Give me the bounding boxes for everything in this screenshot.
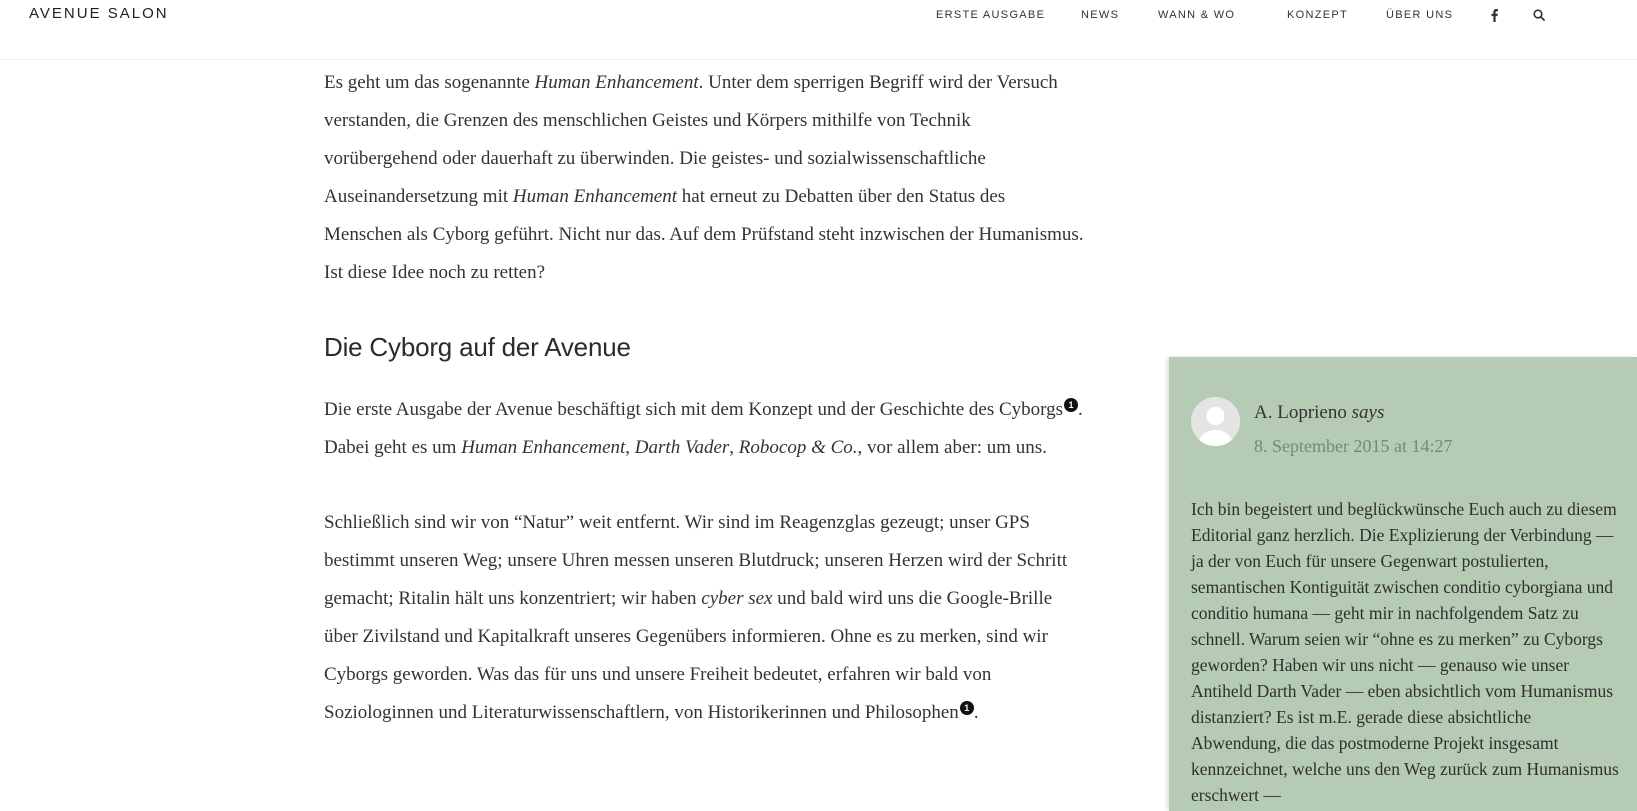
nav-wann-wo[interactable]: WANN & WO bbox=[1158, 9, 1236, 21]
section-heading: Die Cyborg auf der Avenue bbox=[324, 332, 631, 362]
nav-news[interactable]: NEWS bbox=[1081, 9, 1120, 21]
nav-konzept[interactable]: KONZEPT bbox=[1287, 9, 1349, 21]
comment-author-name: A. Loprieno bbox=[1254, 402, 1347, 423]
site-header bbox=[0, 0, 1637, 60]
footnote-marker[interactable]: 1 bbox=[1064, 398, 1078, 412]
search-icon[interactable] bbox=[1532, 8, 1546, 22]
nav-erste-ausgabe[interactable]: ERSTE AUSGABE bbox=[936, 9, 1046, 21]
comment-panel bbox=[1169, 357, 1637, 811]
article-intro-paragraph: Es geht um das sogenannte Human Enhancement. Unter dem sperrigen Begriff wird der Versuch verstanden, die Grenzen des menschlichen Geistes und Körpers mithilfe von Technik vorübergehend oder dauerhaft zu überwinden. Die geistes- und sozialwissenschaftliche Auseinandersetzung mit Human Enhancement hat erneut zu Debatten über den Status des Menschen als Cyborg geführt. Nicht nur das. Auf dem Prüfstand steht inzwischen der Humanismus. Ist diese Idee noch zu retten? bbox=[324, 72, 1084, 283]
avatar bbox=[1191, 397, 1240, 446]
comment-date-link[interactable]: 8. September 2015 at 14:27 bbox=[1254, 436, 1453, 456]
footnote-marker[interactable]: 1 bbox=[960, 701, 974, 715]
nav-ueber-uns[interactable]: ÜBER UNS bbox=[1386, 9, 1454, 21]
comment-says-label: says bbox=[1351, 402, 1385, 423]
comment-author bbox=[1254, 402, 1384, 424]
article-paragraph: Die erste Ausgabe der Avenue beschäftigt sich mit dem Konzept und der Geschichte des Cyborgs 1 . Dabei geht es um Human Enhancement, Darth Vader, Robocop & Co., vor allem aber: um uns. bbox=[324, 399, 1083, 458]
article-content bbox=[324, 64, 1084, 732]
article-paragraph: Schließlich sind wir von “Natur” weit entfernt. Wir sind im Reagenzglas gezeugt; unser GPS bestimmt unseren Weg; unsere Uhren messen unseren Blutdruck; unseren Herzen wird der Schritt gemacht; Ritalin hält uns konzentriert; wir haben cyber sex und bald wird uns die Google-Brille über Zivilstand und Kapitalkraft unseres Gegenübers informieren. Ohne es zu merken, sind wir Cyborgs geworden. Was das für uns und unsere Freiheit bedeutet, erfahren wir bald von Soziologinnen und Literaturwissenschaftlern, von Historikerinnen und Philosophen 1 . bbox=[324, 512, 1068, 723]
comment-body: Ich bin begeistert und beglückwünsche Euch auch zu diesem Editorial ganz herzlich. Die Explizierung der Verbindung — ja der von Euch für unsere Gegenwart postulierten, semantischen Kontiguität zwischen conditio cyborgiana und conditio humana — geht mir in nachfolgendem Satz zu schnell. Warum seien wir “ohne es zu merken” zu Cyborgs geworden? Haben wir uns nicht — genauso wie unser Antiheld Darth Vader — eben absichtlich vom Humanismus distanziert? Es ist m.E. gerade diese absichtliche Abwendung, die das postmoderne Projekt insgesamt kennzeichnet, welche uns den Weg zurück zum Humanismus erschwert — bbox=[1191, 499, 1619, 805]
facebook-icon[interactable] bbox=[1487, 8, 1501, 22]
site-logo[interactable]: AVENUE SALON bbox=[29, 5, 169, 22]
user-avatar-icon bbox=[1191, 397, 1240, 446]
